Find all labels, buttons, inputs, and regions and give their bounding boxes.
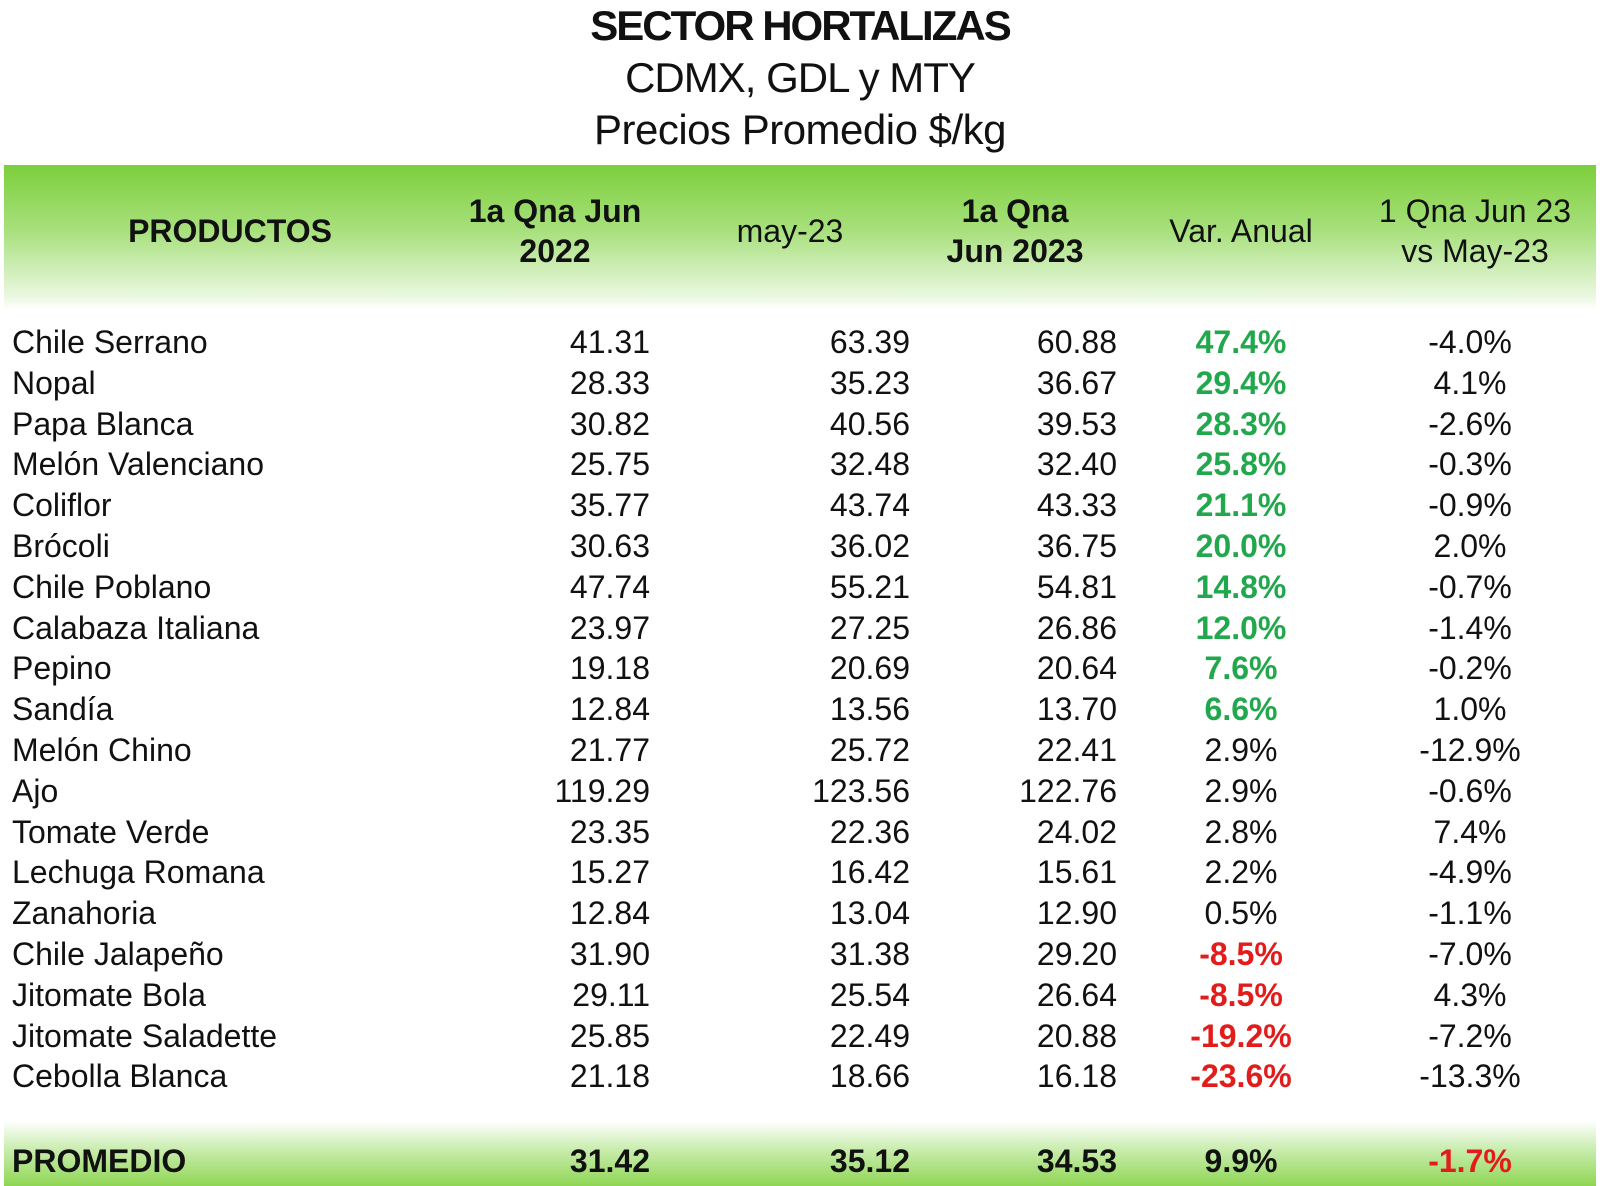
price-2022: 21.77	[569, 732, 650, 768]
table-row	[0, 608, 1600, 649]
table-row	[0, 485, 1600, 526]
price-2022: 15.27	[569, 854, 650, 891]
header-var-mensual-line2: vs May-23	[1401, 233, 1549, 269]
var-mensual: -0.2%	[1428, 650, 1512, 687]
price-jun23: 13.70	[1036, 691, 1117, 728]
product-name: Papa Blanca	[12, 405, 194, 442]
table-row	[0, 689, 1600, 730]
price-2022: 41.31	[569, 324, 650, 360]
var-anual: 20.0%	[1195, 528, 1287, 564]
promedio-jun23: 34.53	[1036, 1143, 1117, 1179]
price-may23: 25.72	[829, 732, 910, 768]
price-jun23: 26.64	[1036, 976, 1117, 1013]
price-2022: 47.74	[569, 568, 650, 605]
table-row	[0, 648, 1600, 689]
var-anual: 12.0%	[1195, 609, 1287, 646]
table-row	[0, 975, 1600, 1016]
price-jun23: 24.02	[1036, 813, 1117, 850]
price-2022: 30.82	[569, 405, 650, 442]
product-name: Chile Poblano	[12, 568, 212, 605]
price-jun23: 15.61	[1036, 854, 1117, 891]
price-2022: 119.29	[554, 772, 650, 809]
price-2022: 28.33	[569, 364, 650, 401]
price-jun23: 12.90	[1036, 895, 1117, 932]
var-anual: -19.2%	[1190, 1017, 1292, 1054]
var-mensual: -7.2%	[1428, 1017, 1512, 1054]
var-anual: 2.9%	[1204, 772, 1278, 809]
header-var-mensual	[1355, 191, 1595, 271]
title-main: SECTOR HORTALIZAS	[590, 2, 1010, 49]
product-name: Brócoli	[12, 528, 110, 564]
var-mensual: -12.9%	[1419, 732, 1521, 768]
var-mensual: -7.0%	[1428, 936, 1512, 972]
var-mensual: 2.0%	[1433, 528, 1507, 564]
price-2022: 12.84	[569, 895, 650, 932]
product-name: Melón Chino	[12, 732, 192, 768]
promedio-row	[0, 1139, 1600, 1183]
promedio-may23: 35.12	[829, 1143, 910, 1179]
table-row	[0, 730, 1600, 771]
var-mensual: -0.3%	[1428, 446, 1512, 483]
price-may23: 20.69	[829, 650, 910, 687]
product-name: Melón Valenciano	[12, 446, 265, 483]
product-name: Jitomate Bola	[12, 976, 206, 1013]
table-row	[0, 363, 1600, 404]
product-name: Lechuga Romana	[12, 854, 265, 891]
price-may23: 35.23	[829, 364, 910, 401]
price-2022: 19.18	[569, 650, 650, 687]
promedio-var-anual: 9.9%	[1204, 1143, 1278, 1179]
var-mensual: -1.4%	[1428, 609, 1512, 646]
table-row	[0, 934, 1600, 975]
var-anual: -8.5%	[1199, 936, 1283, 972]
table-row	[0, 567, 1600, 608]
header-productos: PRODUCTOS	[128, 213, 332, 249]
price-jun23: 60.88	[1036, 324, 1117, 360]
product-name: Calabaza Italiana	[12, 609, 260, 646]
promedio-label: PROMEDIO	[12, 1143, 187, 1179]
var-mensual: -4.0%	[1428, 324, 1512, 360]
price-2022: 23.97	[569, 609, 650, 646]
price-may23: 63.39	[829, 324, 910, 360]
header-col-may23: may-23	[736, 213, 844, 249]
price-may23: 16.42	[829, 854, 910, 891]
var-anual: 25.8%	[1195, 446, 1287, 483]
price-may23: 18.66	[829, 1058, 910, 1095]
var-mensual: -0.6%	[1428, 772, 1512, 809]
var-anual: 7.6%	[1204, 650, 1278, 687]
var-anual: 28.3%	[1195, 405, 1287, 442]
header-col-jun23-line1: 1a Qna	[961, 193, 1069, 229]
price-2022: 25.75	[569, 446, 650, 483]
price-2022: 25.85	[569, 1017, 650, 1054]
table-row	[0, 444, 1600, 485]
price-jun23: 22.41	[1036, 732, 1117, 768]
table-row	[0, 322, 1600, 363]
price-may23: 43.74	[829, 487, 910, 524]
var-anual: 0.5%	[1204, 895, 1278, 932]
price-may23: 36.02	[829, 528, 910, 564]
var-anual: 29.4%	[1195, 364, 1287, 401]
header-col-jun23	[905, 191, 1125, 271]
product-name: Zanahoria	[12, 895, 157, 932]
promedio-2022: 31.42	[569, 1143, 650, 1179]
product-name: Chile Serrano	[12, 324, 208, 360]
price-2022: 29.11	[572, 976, 650, 1013]
var-mensual: 7.4%	[1433, 813, 1507, 850]
product-name: Coliflor	[12, 487, 112, 524]
price-may23: 123.56	[812, 772, 910, 809]
price-may23: 22.36	[829, 813, 910, 850]
var-mensual: -13.3%	[1419, 1058, 1521, 1095]
var-anual: 47.4%	[1195, 324, 1287, 360]
price-2022: 23.35	[569, 813, 650, 850]
product-name: Ajo	[12, 772, 59, 809]
table-row	[0, 1056, 1600, 1097]
header-col-2022	[430, 191, 680, 271]
product-name: Pepino	[12, 650, 112, 687]
header-col-2022-line2: 2022	[519, 233, 591, 269]
title-units: Precios Promedio $/kg	[593, 106, 1007, 153]
var-mensual: -0.9%	[1428, 487, 1512, 524]
var-anual: 14.8%	[1195, 568, 1287, 605]
product-name: Nopal	[12, 364, 96, 401]
header-col-jun23-line2: Jun 2023	[946, 233, 1084, 269]
var-mensual: -4.9%	[1428, 854, 1512, 891]
price-may23: 55.21	[829, 568, 910, 605]
price-2022: 30.63	[569, 528, 650, 564]
var-mensual: -2.6%	[1428, 405, 1512, 442]
price-2022: 21.18	[569, 1058, 650, 1095]
price-may23: 22.49	[829, 1017, 910, 1054]
price-jun23: 32.40	[1036, 446, 1117, 483]
table-row	[0, 893, 1600, 934]
price-may23: 32.48	[829, 446, 910, 483]
var-mensual: -0.7%	[1428, 568, 1512, 605]
var-anual: 21.1%	[1195, 487, 1287, 524]
product-name: Chile Jalapeño	[12, 936, 224, 972]
price-jun23: 36.67	[1036, 364, 1117, 401]
price-jun23: 20.88	[1036, 1017, 1117, 1054]
header-var-anual: Var. Anual	[1169, 213, 1313, 249]
table-row	[0, 526, 1600, 567]
product-name: Sandía	[12, 691, 114, 728]
price-jun23: 16.18	[1036, 1058, 1117, 1095]
var-anual: 2.8%	[1204, 813, 1278, 850]
product-name: Jitomate Saladette	[12, 1017, 278, 1054]
price-may23: 13.56	[829, 691, 910, 728]
price-jun23: 122.76	[1019, 772, 1117, 809]
var-anual: -23.6%	[1190, 1058, 1292, 1095]
price-2022: 31.90	[569, 936, 650, 972]
price-may23: 25.54	[829, 976, 910, 1013]
price-may23: 31.38	[829, 936, 910, 972]
price-jun23: 26.86	[1036, 609, 1117, 646]
table-row	[0, 771, 1600, 812]
product-name: Tomate Verde	[12, 813, 210, 850]
price-2022: 12.84	[569, 691, 650, 728]
price-2022: 35.77	[569, 487, 650, 524]
header-var-mensual-line1: 1 Qna Jun 23	[1378, 193, 1572, 229]
price-may23: 13.04	[829, 895, 910, 932]
price-jun23: 43.33	[1036, 487, 1117, 524]
price-jun23: 54.81	[1036, 568, 1117, 605]
price-jun23: 39.53	[1036, 405, 1117, 442]
title-regions: CDMX, GDL y MTY	[625, 54, 975, 101]
var-anual: 2.9%	[1204, 732, 1278, 768]
var-mensual: 4.1%	[1433, 364, 1507, 401]
price-may23: 40.56	[829, 405, 910, 442]
table-row	[0, 852, 1600, 893]
var-anual: -8.5%	[1199, 976, 1283, 1013]
price-jun23: 29.20	[1036, 936, 1117, 972]
var-mensual: -1.1%	[1428, 895, 1512, 932]
var-mensual: 1.0%	[1433, 691, 1507, 728]
var-anual: 6.6%	[1204, 691, 1278, 728]
var-mensual: 4.3%	[1433, 976, 1507, 1013]
table-row	[0, 1016, 1600, 1057]
price-may23: 27.25	[829, 609, 910, 646]
price-jun23: 20.64	[1036, 650, 1117, 687]
table-row	[0, 812, 1600, 853]
promedio-var-mensual: -1.7%	[1428, 1143, 1512, 1179]
var-anual: 2.2%	[1204, 854, 1278, 891]
table-row	[0, 404, 1600, 445]
price-jun23: 36.75	[1036, 528, 1117, 564]
header-col-2022-line1: 1a Qna Jun	[468, 193, 642, 229]
product-name: Cebolla Blanca	[12, 1058, 228, 1095]
